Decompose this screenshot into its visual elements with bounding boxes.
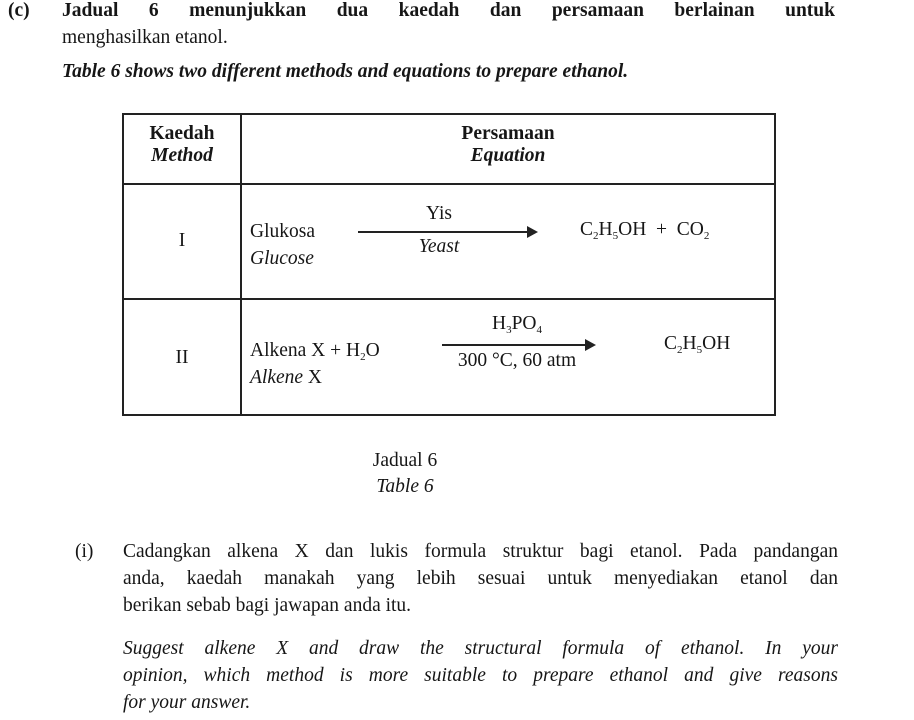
row-divider bbox=[124, 183, 774, 185]
table-caption-ms: Jadual 6 bbox=[372, 450, 438, 471]
table-caption-en: Table 6 bbox=[376, 476, 434, 497]
products bbox=[580, 219, 709, 241]
header-method-en: Method bbox=[151, 145, 213, 166]
reactant-ms: Glukosa bbox=[250, 221, 315, 242]
formula-part: 2 bbox=[703, 230, 710, 242]
reactant-en: Alkene bbox=[250, 367, 304, 388]
row-divider bbox=[124, 298, 774, 300]
formula-part: H bbox=[682, 333, 697, 354]
formula-part: OH bbox=[702, 333, 731, 354]
header-method-ms: Kaedah bbox=[149, 123, 215, 144]
product bbox=[664, 333, 730, 355]
plus-sign: + bbox=[656, 219, 668, 240]
header-equation-en: Equation bbox=[470, 145, 546, 166]
formula-part: 2 bbox=[360, 351, 366, 363]
catalyst-bottom: Yeast bbox=[418, 236, 460, 257]
catalyst-bottom: 300 °C, 60 atm bbox=[457, 350, 577, 371]
reaction-arrow bbox=[442, 344, 594, 346]
question-ms-line: Cadangkan alkena X dan lukis formula struktur bagi etanol. Pada pandangan bbox=[123, 541, 838, 562]
reactant-ms: Alkena X bbox=[250, 340, 326, 361]
methods-table bbox=[122, 113, 776, 416]
reactant bbox=[250, 218, 315, 272]
formula-part: OH bbox=[618, 219, 647, 240]
plus-sign: + bbox=[330, 340, 342, 361]
question-label: (i) bbox=[75, 541, 94, 562]
formula-part: CO bbox=[676, 219, 704, 240]
question-en-line: opinion, which method is more suitable to prepare ethanol and give reasons bbox=[123, 665, 838, 686]
question-en-line: for your answer. bbox=[123, 692, 251, 713]
formula-part: H bbox=[346, 340, 361, 361]
header-equation bbox=[242, 123, 774, 167]
part-label: (c) bbox=[8, 0, 30, 21]
formula-part: 3 bbox=[506, 324, 512, 336]
formula-part: 5 bbox=[696, 344, 703, 356]
formula-part: PO bbox=[511, 313, 537, 334]
formula-part: 5 bbox=[612, 230, 619, 242]
question-ms-line: berikan sebab bagi jawapan anda itu. bbox=[123, 595, 412, 616]
method-number: II bbox=[175, 347, 189, 368]
reactant bbox=[250, 337, 380, 391]
question-ms-line: anda, kaedah manakah yang lebih sesuai untuk menyediakan etanol dan bbox=[123, 568, 838, 589]
formula-part: 2 bbox=[593, 230, 599, 242]
formula-part: O bbox=[365, 340, 380, 361]
catalyst-top: Yis bbox=[425, 203, 452, 224]
method-number: I bbox=[178, 230, 186, 251]
reaction-arrow bbox=[358, 231, 536, 233]
intro-english: Table 6 shows two different methods and equations to prepare ethanol. bbox=[62, 61, 629, 82]
formula-part: H bbox=[491, 313, 507, 334]
formula-part: C bbox=[580, 219, 594, 240]
intro-line-2: menghasilkan etanol. bbox=[62, 27, 228, 48]
intro-line-1: Jadual 6 menunjukkan dua kaedah dan persamaan berlainan untuk bbox=[62, 0, 835, 21]
formula-part: X bbox=[307, 367, 323, 388]
formula-part: 2 bbox=[677, 344, 683, 356]
formula-part: H bbox=[598, 219, 613, 240]
formula-part: 4 bbox=[536, 324, 543, 336]
question-en-line: Suggest alkene X and draw the structural formula of ethanol. In your bbox=[123, 638, 838, 659]
header-equation-ms: Persamaan bbox=[461, 123, 555, 144]
catalyst-top bbox=[442, 313, 592, 335]
water bbox=[346, 340, 380, 361]
formula-part: C bbox=[664, 333, 678, 354]
header-method bbox=[124, 123, 240, 167]
reactant-en: Glucose bbox=[250, 248, 314, 269]
